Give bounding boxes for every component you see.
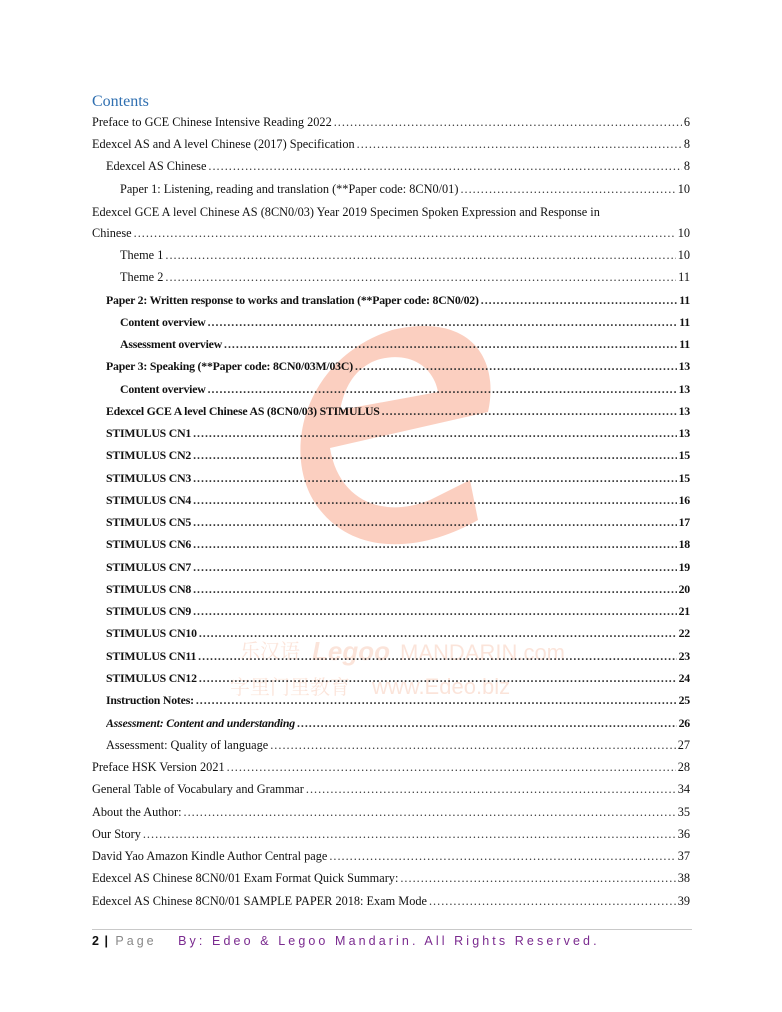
toc-leader-dots bbox=[429, 890, 676, 912]
toc-entry-page: 11 bbox=[679, 315, 690, 329]
toc-entry-label: Theme 1 bbox=[120, 248, 164, 262]
toc-entry-label: Assessment: Content and understanding bbox=[106, 716, 295, 730]
toc-entry-label: Edexcel AS and A level Chinese (2017) Specification bbox=[92, 137, 355, 151]
toc-entry-page: 21 bbox=[678, 604, 690, 618]
toc-leader-dots bbox=[199, 622, 677, 644]
toc-entry[interactable] bbox=[92, 756, 690, 778]
toc-leader-dots bbox=[193, 489, 676, 511]
page-footer bbox=[92, 932, 600, 950]
toc-leader-dots bbox=[193, 422, 676, 444]
toc-entry-page: 27 bbox=[677, 738, 690, 752]
toc-leader-dots bbox=[193, 556, 676, 578]
toc-entry-page: 25 bbox=[678, 693, 690, 707]
toc-entry-page: 20 bbox=[678, 582, 690, 596]
toc-entry-label: Theme 2 bbox=[120, 270, 164, 284]
toc-entry[interactable] bbox=[106, 444, 690, 466]
toc-entry-label-line[interactable]: Edexcel GCE A level Chinese AS (8CN0/03) Year 2019 Specimen Spoken Expression and Response in bbox=[92, 205, 600, 219]
toc-entry[interactable] bbox=[106, 155, 690, 177]
toc-entry-label: STIMULUS CN7 bbox=[106, 560, 192, 574]
toc-entry-label: STIMULUS CN11 bbox=[106, 649, 197, 663]
toc-entry[interactable] bbox=[92, 890, 690, 912]
toc-entry[interactable] bbox=[92, 801, 690, 823]
toc-entry[interactable] bbox=[120, 178, 690, 200]
toc-entry-label: Paper 2: Written response to works and translation (**Paper code: 8CN0/02) bbox=[106, 293, 479, 307]
toc-entry[interactable] bbox=[120, 244, 690, 266]
toc-entry[interactable] bbox=[92, 222, 690, 244]
toc-entry-label: Paper 3: Speaking (**Paper code: 8CN0/03M/03C) bbox=[106, 359, 353, 373]
toc-entry-label: About the Author: bbox=[92, 805, 182, 819]
toc-entry-label: STIMULUS CN9 bbox=[106, 604, 192, 618]
toc-entry-label: Our Story bbox=[92, 827, 141, 841]
watermark-chinese-2: 字里门里教育 bbox=[230, 677, 350, 699]
toc-leader-dots bbox=[297, 712, 677, 734]
toc-entry-label: Edexcel AS Chinese 8CN0/01 Exam Format Quick Summary: bbox=[92, 871, 399, 885]
toc-entry-label: STIMULUS CN8 bbox=[106, 582, 192, 596]
toc-leader-dots bbox=[193, 511, 676, 533]
toc-entry[interactable] bbox=[106, 533, 690, 555]
footer-page-number: 2 bbox=[92, 934, 99, 948]
toc-entry-page: 22 bbox=[678, 626, 690, 640]
toc-entry-page: 13 bbox=[678, 404, 690, 418]
toc-entry-page: 11 bbox=[678, 270, 690, 284]
toc-entry-label: Content overview bbox=[120, 315, 206, 329]
watermark-brand: Legoo bbox=[312, 636, 390, 666]
toc-entry-label: Assessment overview bbox=[120, 337, 223, 351]
toc-entry-label: David Yao Amazon Kindle Author Central page bbox=[92, 849, 328, 863]
toc-leader-dots bbox=[460, 178, 675, 200]
toc-leader-dots bbox=[196, 689, 677, 711]
toc-leader-dots bbox=[193, 600, 676, 622]
toc-leader-dots bbox=[165, 266, 676, 288]
toc-entry[interactable] bbox=[106, 667, 690, 689]
toc-entry-label: Edexcel GCE A level Chinese AS (8CN0/03) STIMULUS bbox=[106, 404, 380, 418]
toc-entry-page: 34 bbox=[677, 782, 690, 796]
toc-entry-label: Preface HSK Version 2021 bbox=[92, 760, 225, 774]
toc-leader-dots bbox=[329, 845, 675, 867]
toc-entry[interactable] bbox=[106, 289, 690, 311]
toc-entry[interactable] bbox=[92, 111, 690, 133]
page-title: Contents bbox=[92, 93, 149, 110]
toc-leader-dots bbox=[227, 756, 676, 778]
toc-entry-page: 13 bbox=[678, 382, 690, 396]
toc-entry-label: Edexcel AS Chinese bbox=[106, 159, 207, 173]
toc-leader-dots bbox=[208, 155, 681, 177]
toc-entry[interactable] bbox=[92, 845, 690, 867]
toc-entry-page: 10 bbox=[677, 226, 690, 240]
toc-leader-dots bbox=[481, 289, 678, 311]
toc-entry[interactable] bbox=[106, 467, 690, 489]
toc-leader-dots bbox=[165, 244, 675, 266]
toc-entry[interactable] bbox=[92, 823, 690, 845]
toc-entry[interactable] bbox=[106, 645, 690, 667]
toc-leader-dots bbox=[193, 578, 676, 600]
toc-entry-label: STIMULUS CN5 bbox=[106, 515, 192, 529]
toc-entry[interactable] bbox=[92, 133, 690, 155]
toc-entry-page: 24 bbox=[678, 671, 690, 685]
toc-entry-page: 16 bbox=[678, 493, 690, 507]
toc-entry[interactable] bbox=[106, 489, 690, 511]
toc-entry-page: 19 bbox=[678, 560, 690, 574]
toc-entry-label: STIMULUS CN6 bbox=[106, 537, 192, 551]
toc-entry-page: 11 bbox=[679, 337, 690, 351]
toc-leader-dots bbox=[306, 778, 676, 800]
toc-leader-dots bbox=[400, 867, 675, 889]
toc-entry-label: STIMULUS CN3 bbox=[106, 471, 192, 485]
toc-leader-dots bbox=[199, 667, 677, 689]
toc-entry[interactable] bbox=[92, 867, 690, 889]
toc-entry-label: Assessment: Quality of language bbox=[106, 738, 269, 752]
footer-divider bbox=[92, 929, 692, 930]
toc-entry-label: Chinese bbox=[92, 226, 132, 240]
toc-leader-dots bbox=[208, 311, 678, 333]
toc-entry-page: 17 bbox=[678, 515, 690, 529]
toc-entry-page: 6 bbox=[683, 115, 690, 129]
toc-entry-label: General Table of Vocabulary and Grammar bbox=[92, 782, 304, 796]
toc-leader-dots bbox=[193, 533, 676, 555]
toc-entry-label: STIMULUS CN12 bbox=[106, 671, 197, 685]
toc-leader-dots bbox=[382, 400, 677, 422]
toc-leader-dots bbox=[334, 111, 682, 133]
toc-entry-label: Content overview bbox=[120, 382, 206, 396]
toc-entry-label: STIMULUS CN1 bbox=[106, 426, 192, 440]
toc-entry[interactable] bbox=[106, 355, 690, 377]
toc-entry[interactable] bbox=[106, 712, 690, 734]
toc-entry-page: 10 bbox=[677, 182, 690, 196]
toc-entry-label: STIMULUS CN10 bbox=[106, 626, 197, 640]
toc-entry-label: Instruction Notes: bbox=[106, 693, 194, 707]
toc-entry[interactable] bbox=[120, 311, 690, 333]
toc-leader-dots bbox=[198, 645, 676, 667]
toc-entry-page: 13 bbox=[678, 426, 690, 440]
toc-leader-dots bbox=[143, 823, 676, 845]
toc-entry-page: 8 bbox=[683, 137, 690, 151]
toc-entry[interactable] bbox=[106, 578, 690, 600]
watermark-chinese-1: 乐汉语 bbox=[240, 641, 300, 663]
toc-entry-page: 15 bbox=[678, 448, 690, 462]
toc-entry[interactable] bbox=[106, 600, 690, 622]
toc-entry-page: 10 bbox=[677, 248, 690, 262]
footer-page-word: Page bbox=[115, 934, 157, 948]
toc-leader-dots bbox=[208, 378, 677, 400]
toc-entry-page: 35 bbox=[677, 805, 690, 819]
toc-entry-label: Preface to GCE Chinese Intensive Reading 2022 bbox=[92, 115, 332, 129]
toc-entry-label: Edexcel AS Chinese 8CN0/01 SAMPLE PAPER 2018: Exam Mode bbox=[92, 894, 427, 908]
toc-entry-page: 28 bbox=[677, 760, 690, 774]
toc-entry-label: STIMULUS CN2 bbox=[106, 448, 192, 462]
toc-leader-dots bbox=[184, 801, 676, 823]
toc-entry-page: 11 bbox=[679, 293, 690, 307]
toc-entry-page: 36 bbox=[677, 827, 690, 841]
toc-entry-page: 26 bbox=[678, 716, 690, 730]
toc-entry-page: 13 bbox=[678, 359, 690, 373]
toc-leader-dots bbox=[270, 734, 675, 756]
toc-leader-dots bbox=[355, 355, 677, 377]
toc-entry-page: 15 bbox=[678, 471, 690, 485]
toc-entry[interactable] bbox=[120, 333, 690, 355]
toc-entry-page: 38 bbox=[677, 871, 690, 885]
toc-entry[interactable] bbox=[106, 400, 690, 422]
toc-entry-page: 8 bbox=[683, 159, 690, 173]
toc-leader-dots bbox=[224, 333, 677, 355]
toc-leader-dots bbox=[134, 222, 676, 244]
toc-entry[interactable] bbox=[106, 622, 690, 644]
toc-entry-label: STIMULUS CN4 bbox=[106, 493, 192, 507]
toc-entry[interactable] bbox=[106, 689, 690, 711]
toc-entry-page: 23 bbox=[678, 649, 690, 663]
toc-entry[interactable] bbox=[92, 778, 690, 800]
watermark-brand-2: MANDARIN.com bbox=[400, 640, 566, 665]
toc-leader-dots bbox=[193, 444, 676, 466]
toc-entry[interactable] bbox=[106, 556, 690, 578]
toc-entry[interactable] bbox=[106, 422, 690, 444]
toc-entry[interactable] bbox=[120, 266, 690, 288]
toc-entry-page: 37 bbox=[677, 849, 690, 863]
toc-entry-page: 39 bbox=[677, 894, 690, 908]
toc-entry[interactable] bbox=[106, 734, 690, 756]
toc-entry[interactable] bbox=[120, 378, 690, 400]
footer-separator: | bbox=[104, 934, 108, 948]
toc-entry-label: Paper 1: Listening, reading and translation (**Paper code: 8CN0/01) bbox=[120, 182, 459, 196]
footer-credit: By: Edeo & Legoo Mandarin. All Rights Reserved. bbox=[178, 934, 600, 948]
toc-leader-dots bbox=[357, 133, 682, 155]
toc-leader-dots bbox=[193, 467, 676, 489]
toc-entry[interactable] bbox=[106, 511, 690, 533]
watermark-url: www.Edeo.biz bbox=[372, 674, 511, 699]
toc-entry-page: 18 bbox=[678, 537, 690, 551]
